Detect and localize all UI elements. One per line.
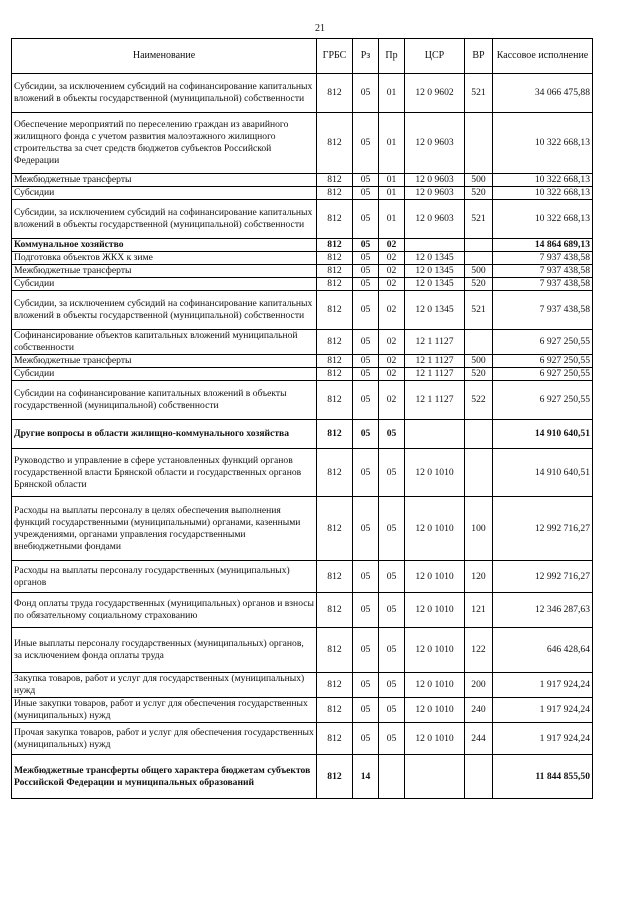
cell-vr — [465, 252, 493, 265]
table-row — [12, 755, 593, 799]
cell-vr — [465, 239, 493, 252]
table-row — [12, 449, 593, 497]
table-row — [12, 593, 593, 628]
table-row — [12, 265, 593, 278]
cell-sum: 1 917 924,24 — [493, 723, 593, 755]
cell-vr: 500 — [465, 174, 493, 187]
cell-name: Фонд оплаты труда государственных (муниципальных) органов и взносы по обязательному социальному страхованию — [12, 593, 317, 628]
cell-rz: 05 — [353, 330, 379, 355]
cell-vr: 240 — [465, 698, 493, 723]
header-grbs: ГРБС — [317, 39, 353, 74]
cell-pr: 02 — [379, 252, 405, 265]
cell-name: Субсидии — [12, 187, 317, 200]
cell-sum: 12 992 716,27 — [493, 497, 593, 561]
cell-pr: 05 — [379, 673, 405, 698]
cell-csr: 12 0 1345 — [405, 291, 465, 330]
cell-sum: 10 322 668,13 — [493, 113, 593, 174]
cell-rz: 05 — [353, 278, 379, 291]
cell-name: Расходы на выплаты персоналу в целях обеспечения выполнения функций государственными (муниципальными) органами, казенными учреждениями, органами управления государственными внебюджетными фондами — [12, 497, 317, 561]
cell-grbs: 812 — [317, 368, 353, 381]
header-csr: ЦСР — [405, 39, 465, 74]
cell-vr: 121 — [465, 593, 493, 628]
cell-pr: 05 — [379, 497, 405, 561]
cell-sum: 1 917 924,24 — [493, 673, 593, 698]
cell-vr: 521 — [465, 291, 493, 330]
cell-grbs: 812 — [317, 723, 353, 755]
cell-grbs: 812 — [317, 497, 353, 561]
cell-rz: 05 — [353, 673, 379, 698]
table-row — [12, 355, 593, 368]
cell-name: Межбюджетные трансферты — [12, 265, 317, 278]
cell-grbs: 812 — [317, 291, 353, 330]
cell-pr: 02 — [379, 239, 405, 252]
page-number: 21 — [315, 23, 325, 34]
cell-rz: 05 — [353, 200, 379, 239]
table-row — [12, 113, 593, 174]
cell-sum: 10 322 668,13 — [493, 174, 593, 187]
cell-sum: 12 992 716,27 — [493, 561, 593, 593]
cell-grbs: 812 — [317, 561, 353, 593]
cell-csr: 12 0 1010 — [405, 497, 465, 561]
table-row — [12, 74, 593, 113]
cell-pr: 05 — [379, 593, 405, 628]
cell-name: Другие вопросы в области жилищно-коммунального хозяйства — [12, 420, 317, 449]
cell-name: Межбюджетные трансферты — [12, 174, 317, 187]
cell-vr — [465, 420, 493, 449]
cell-rz: 05 — [353, 174, 379, 187]
table-row — [12, 628, 593, 673]
cell-csr: 12 0 9603 — [405, 174, 465, 187]
table-row — [12, 368, 593, 381]
cell-name: Субсидии — [12, 368, 317, 381]
cell-vr: 500 — [465, 355, 493, 368]
table-row — [12, 174, 593, 187]
cell-csr: 12 0 1345 — [405, 252, 465, 265]
cell-sum: 6 927 250,55 — [493, 355, 593, 368]
table-row — [12, 381, 593, 420]
cell-grbs: 812 — [317, 381, 353, 420]
cell-pr — [379, 755, 405, 799]
cell-vr: 244 — [465, 723, 493, 755]
cell-sum: 7 937 438,58 — [493, 265, 593, 278]
cell-rz: 05 — [353, 291, 379, 330]
cell-vr — [465, 755, 493, 799]
cell-grbs: 812 — [317, 265, 353, 278]
cell-grbs: 812 — [317, 200, 353, 239]
table-row — [12, 252, 593, 265]
cell-pr: 05 — [379, 723, 405, 755]
table-row — [12, 673, 593, 698]
cell-grbs: 812 — [317, 593, 353, 628]
table-row — [12, 291, 593, 330]
budget-table — [11, 38, 593, 799]
cell-pr: 01 — [379, 187, 405, 200]
cell-sum: 10 322 668,13 — [493, 200, 593, 239]
cell-pr: 02 — [379, 381, 405, 420]
table-row — [12, 278, 593, 291]
cell-sum: 14 910 640,51 — [493, 420, 593, 449]
cell-csr: 12 1 1127 — [405, 368, 465, 381]
cell-name: Обеспечение мероприятий по переселению граждан из аварийного жилищного фонда с учетом развития малоэтажного жилищного строительства за счет средств бюджетов субъектов Российской Федерации — [12, 113, 317, 174]
table-row — [12, 561, 593, 593]
cell-grbs: 812 — [317, 755, 353, 799]
cell-rz: 05 — [353, 497, 379, 561]
table-row — [12, 200, 593, 239]
cell-sum: 14 864 689,13 — [493, 239, 593, 252]
cell-pr: 01 — [379, 113, 405, 174]
cell-pr: 01 — [379, 174, 405, 187]
cell-grbs: 812 — [317, 174, 353, 187]
cell-csr: 12 0 1345 — [405, 265, 465, 278]
cell-rz: 05 — [353, 355, 379, 368]
cell-pr: 05 — [379, 420, 405, 449]
cell-pr: 02 — [379, 330, 405, 355]
cell-sum: 11 844 855,50 — [493, 755, 593, 799]
cell-name: Софинансирование объектов капитальных вложений муниципальной собственности — [12, 330, 317, 355]
cell-csr: 12 1 1127 — [405, 330, 465, 355]
cell-rz: 05 — [353, 74, 379, 113]
cell-sum: 646 428,64 — [493, 628, 593, 673]
cell-vr — [465, 449, 493, 497]
table-row — [12, 239, 593, 252]
cell-name: Коммунальное хозяйство — [12, 239, 317, 252]
cell-sum: 14 910 640,51 — [493, 449, 593, 497]
cell-sum: 1 917 924,24 — [493, 698, 593, 723]
table-body — [12, 74, 593, 799]
cell-vr — [465, 330, 493, 355]
cell-sum: 7 937 438,58 — [493, 252, 593, 265]
cell-vr: 200 — [465, 673, 493, 698]
cell-pr: 05 — [379, 628, 405, 673]
cell-name: Межбюджетные трансферты — [12, 355, 317, 368]
cell-sum: 6 927 250,55 — [493, 330, 593, 355]
cell-name: Субсидии, за исключением субсидий на софинансирование капитальных вложений в объекты государственной (муниципальной) собственности — [12, 200, 317, 239]
cell-csr: 12 0 9603 — [405, 200, 465, 239]
cell-rz: 05 — [353, 698, 379, 723]
cell-rz: 05 — [353, 449, 379, 497]
cell-name: Закупка товаров, работ и услуг для государственных (муниципальных) нужд — [12, 673, 317, 698]
cell-name: Расходы на выплаты персоналу государственных (муниципальных) органов — [12, 561, 317, 593]
cell-csr: 12 0 9602 — [405, 74, 465, 113]
cell-rz: 05 — [353, 420, 379, 449]
cell-name: Субсидии, за исключением субсидий на софинансирование капитальных вложений в объекты государственной (муниципальной) собственности — [12, 291, 317, 330]
cell-csr: 12 0 1010 — [405, 449, 465, 497]
cell-rz: 05 — [353, 561, 379, 593]
cell-name: Субсидии на софинансирование капитальных вложений в объекты государственной (муниципальной) собственности — [12, 381, 317, 420]
cell-pr: 05 — [379, 561, 405, 593]
cell-csr — [405, 239, 465, 252]
cell-name: Межбюджетные трансферты общего характера бюджетам субъектов Российской Федерации и муниципальных образований — [12, 755, 317, 799]
cell-rz: 05 — [353, 723, 379, 755]
cell-csr: 12 0 1010 — [405, 723, 465, 755]
cell-csr: 12 1 1127 — [405, 381, 465, 420]
cell-grbs: 812 — [317, 330, 353, 355]
cell-rz: 05 — [353, 252, 379, 265]
cell-name: Иные закупки товаров, работ и услуг для обеспечения государственных (муниципальных) нужд — [12, 698, 317, 723]
cell-sum: 7 937 438,58 — [493, 278, 593, 291]
cell-csr: 12 0 1010 — [405, 698, 465, 723]
cell-grbs: 812 — [317, 355, 353, 368]
cell-csr: 12 1 1127 — [405, 355, 465, 368]
cell-vr: 122 — [465, 628, 493, 673]
header-name: Наименование — [12, 39, 317, 74]
cell-rz: 05 — [353, 265, 379, 278]
cell-grbs: 812 — [317, 252, 353, 265]
cell-grbs: 812 — [317, 449, 353, 497]
cell-csr — [405, 420, 465, 449]
cell-grbs: 812 — [317, 420, 353, 449]
header-pr: Пр — [379, 39, 405, 74]
cell-sum: 7 937 438,58 — [493, 291, 593, 330]
cell-pr: 05 — [379, 698, 405, 723]
cell-grbs: 812 — [317, 239, 353, 252]
cell-pr: 02 — [379, 291, 405, 330]
header-sum: Кассовое исполнение — [493, 39, 593, 74]
cell-pr: 02 — [379, 368, 405, 381]
cell-csr: 12 0 9603 — [405, 187, 465, 200]
cell-vr: 120 — [465, 561, 493, 593]
cell-grbs: 812 — [317, 74, 353, 113]
cell-csr: 12 0 9603 — [405, 113, 465, 174]
cell-rz: 05 — [353, 593, 379, 628]
cell-grbs: 812 — [317, 278, 353, 291]
table-row — [12, 698, 593, 723]
cell-vr: 100 — [465, 497, 493, 561]
cell-grbs: 812 — [317, 628, 353, 673]
cell-vr: 500 — [465, 265, 493, 278]
cell-vr — [465, 113, 493, 174]
cell-grbs: 812 — [317, 673, 353, 698]
cell-sum: 34 066 475,88 — [493, 74, 593, 113]
cell-name: Прочая закупка товаров, работ и услуг для обеспечения государственных (муниципальных) нужд — [12, 723, 317, 755]
cell-vr: 522 — [465, 381, 493, 420]
cell-csr: 12 0 1010 — [405, 593, 465, 628]
cell-csr: 12 0 1010 — [405, 628, 465, 673]
cell-rz: 05 — [353, 381, 379, 420]
cell-rz: 05 — [353, 239, 379, 252]
table-header-row — [12, 39, 593, 74]
cell-sum: 6 927 250,55 — [493, 368, 593, 381]
cell-rz: 05 — [353, 187, 379, 200]
cell-rz: 05 — [353, 368, 379, 381]
cell-csr: 12 0 1345 — [405, 278, 465, 291]
cell-csr: 12 0 1010 — [405, 561, 465, 593]
table-row — [12, 187, 593, 200]
cell-pr: 02 — [379, 265, 405, 278]
cell-sum: 6 927 250,55 — [493, 381, 593, 420]
cell-vr: 520 — [465, 278, 493, 291]
table-row — [12, 420, 593, 449]
cell-name: Руководство и управление в сфере установленных функций органов государственной власти Брянской области и государственных органов Брянской области — [12, 449, 317, 497]
cell-pr: 05 — [379, 449, 405, 497]
cell-name: Субсидии, за исключением субсидий на софинансирование капитальных вложений в объекты государственной (муниципальной) собственности — [12, 74, 317, 113]
cell-grbs: 812 — [317, 698, 353, 723]
cell-csr — [405, 755, 465, 799]
cell-csr: 12 0 1010 — [405, 673, 465, 698]
cell-rz: 05 — [353, 113, 379, 174]
cell-pr: 01 — [379, 200, 405, 239]
cell-pr: 02 — [379, 278, 405, 291]
cell-pr: 02 — [379, 355, 405, 368]
cell-vr: 521 — [465, 200, 493, 239]
cell-vr: 521 — [465, 74, 493, 113]
table-row — [12, 723, 593, 755]
cell-name: Иные выплаты персоналу государственных (муниципальных) органов, за исключением фонда оплаты труда — [12, 628, 317, 673]
header-vr: ВР — [465, 39, 493, 74]
cell-grbs: 812 — [317, 113, 353, 174]
cell-grbs: 812 — [317, 187, 353, 200]
cell-rz: 14 — [353, 755, 379, 799]
cell-vr: 520 — [465, 187, 493, 200]
table-row — [12, 497, 593, 561]
cell-rz: 05 — [353, 628, 379, 673]
header-rz: Рз — [353, 39, 379, 74]
cell-sum: 10 322 668,13 — [493, 187, 593, 200]
cell-vr: 520 — [465, 368, 493, 381]
cell-name: Субсидии — [12, 278, 317, 291]
cell-name: Подготовка объектов ЖКХ к зиме — [12, 252, 317, 265]
cell-sum: 12 346 287,63 — [493, 593, 593, 628]
table-row — [12, 330, 593, 355]
cell-pr: 01 — [379, 74, 405, 113]
